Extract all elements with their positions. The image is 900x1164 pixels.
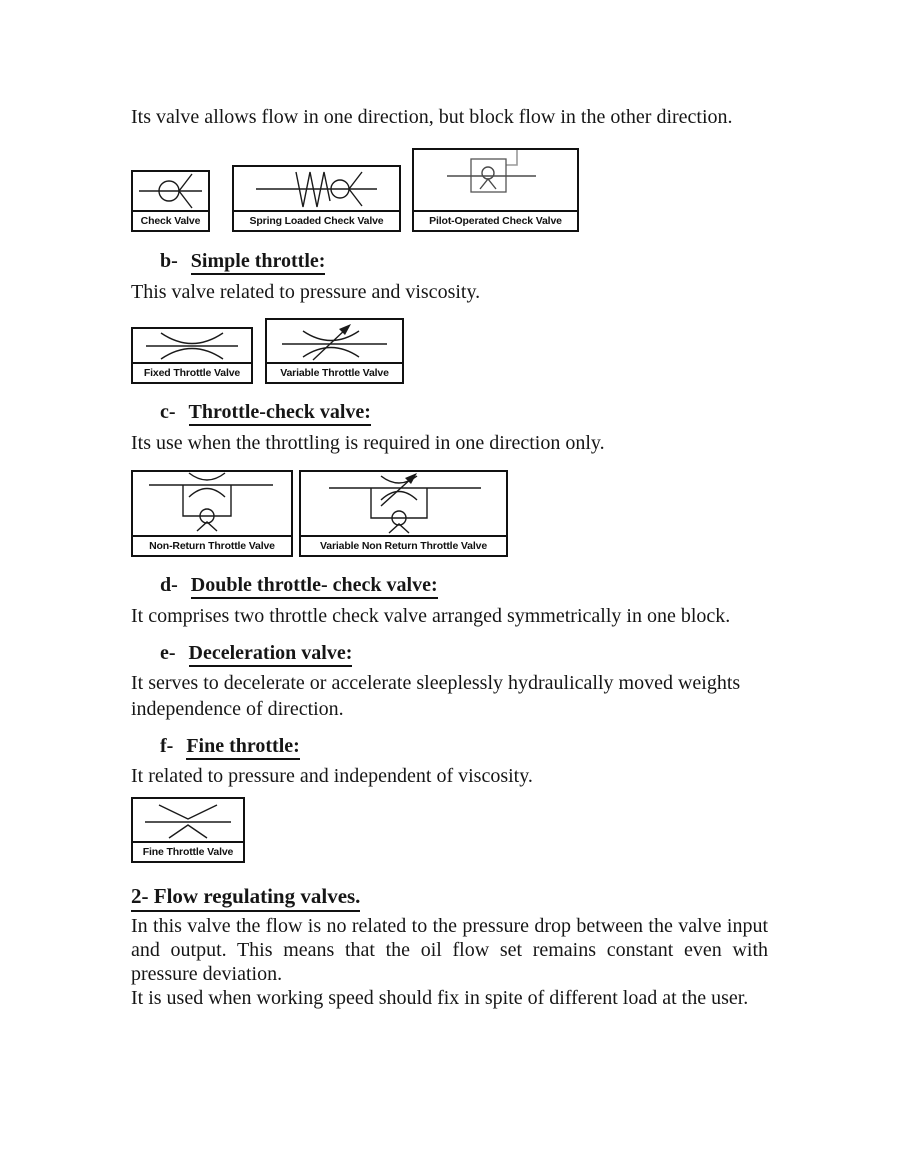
section-letter: d- xyxy=(160,574,178,596)
fixed-throttle-valve-symbol xyxy=(133,329,251,362)
figure-caption: Pilot-Operated Check Valve xyxy=(414,210,577,230)
figure-pilot-operated-check-valve xyxy=(412,148,579,232)
non-return-throttle-valve-symbol xyxy=(133,472,291,535)
figure-caption: Variable Non Return Throttle Valve xyxy=(301,535,506,555)
section-letter: f- xyxy=(160,735,174,757)
intro-paragraph: Its valve allows flow in one direction, but block flow in the other direction. xyxy=(131,106,733,128)
figure-spring-loaded-check-valve xyxy=(232,165,401,232)
section-text-d: It comprises two throttle check valve arranged symmetrically in one block. xyxy=(131,605,731,627)
section-title: Deceleration valve: xyxy=(189,642,353,667)
figure-fine-throttle-valve xyxy=(131,797,245,863)
section-heading-f xyxy=(160,734,768,759)
section-text-f: It related to pressure and independent of viscosity. xyxy=(131,765,533,787)
variable-non-return-throttle-valve-symbol xyxy=(301,472,506,535)
figure-non-return-throttle-valve xyxy=(131,470,293,557)
flow-regulating-heading: 2- Flow regulating valves. xyxy=(131,883,360,912)
flow-regulating-paragraph-2: It is used when working speed should fix in spite of different load at the user. xyxy=(131,987,749,1009)
section-heading-e xyxy=(160,641,768,666)
pilot-operated-check-valve-symbol xyxy=(414,150,577,210)
section-letter: c- xyxy=(160,401,176,423)
figure-caption: Check Valve xyxy=(133,210,208,230)
figure-caption: Non-Return Throttle Valve xyxy=(133,535,291,555)
section-heading-d xyxy=(160,573,768,598)
figure-variable-non-return-throttle-valve xyxy=(299,470,508,557)
flow-regulating-paragraph-1: In this valve the flow is no related to the pressure drop between the valve input and output. This means that the oil flow set remains constant even with pressure deviation. xyxy=(131,915,768,985)
section-heading-b xyxy=(160,249,768,274)
figure-caption: Fixed Throttle Valve xyxy=(133,362,251,382)
section-text-c: Its use when the throttling is required in one direction only. xyxy=(131,432,605,454)
section-heading-c xyxy=(160,400,768,425)
figure-check-valve xyxy=(131,170,210,232)
figure-row-throttle-valves xyxy=(131,318,768,384)
figure-row-check-valves xyxy=(131,148,768,232)
section-title: Fine throttle: xyxy=(186,735,300,760)
section-title: Double throttle- check valve: xyxy=(191,574,438,599)
section-letter: b- xyxy=(160,250,178,272)
check-valve-symbol xyxy=(133,172,208,210)
variable-throttle-valve-symbol xyxy=(267,320,402,362)
figure-fixed-throttle-valve xyxy=(131,327,253,384)
section-title: Simple throttle: xyxy=(191,250,326,275)
figure-caption: Fine Throttle Valve xyxy=(133,841,243,861)
section-title: Throttle-check valve: xyxy=(189,401,371,426)
figure-variable-throttle-valve xyxy=(265,318,404,384)
figure-caption: Spring Loaded Check Valve xyxy=(234,210,399,230)
section-letter: e- xyxy=(160,642,176,664)
section-text-e: It serves to decelerate or accelerate sleeplessly hydraulically moved weights independence of direction. xyxy=(131,672,741,720)
figure-caption: Variable Throttle Valve xyxy=(267,362,402,382)
spring-loaded-check-valve-symbol xyxy=(234,167,399,210)
fine-throttle-valve-symbol xyxy=(133,799,243,841)
figure-row-fine-throttle xyxy=(131,797,768,863)
figure-row-non-return-valves xyxy=(131,470,768,557)
section-text-b: This valve related to pressure and viscosity. xyxy=(131,281,481,303)
